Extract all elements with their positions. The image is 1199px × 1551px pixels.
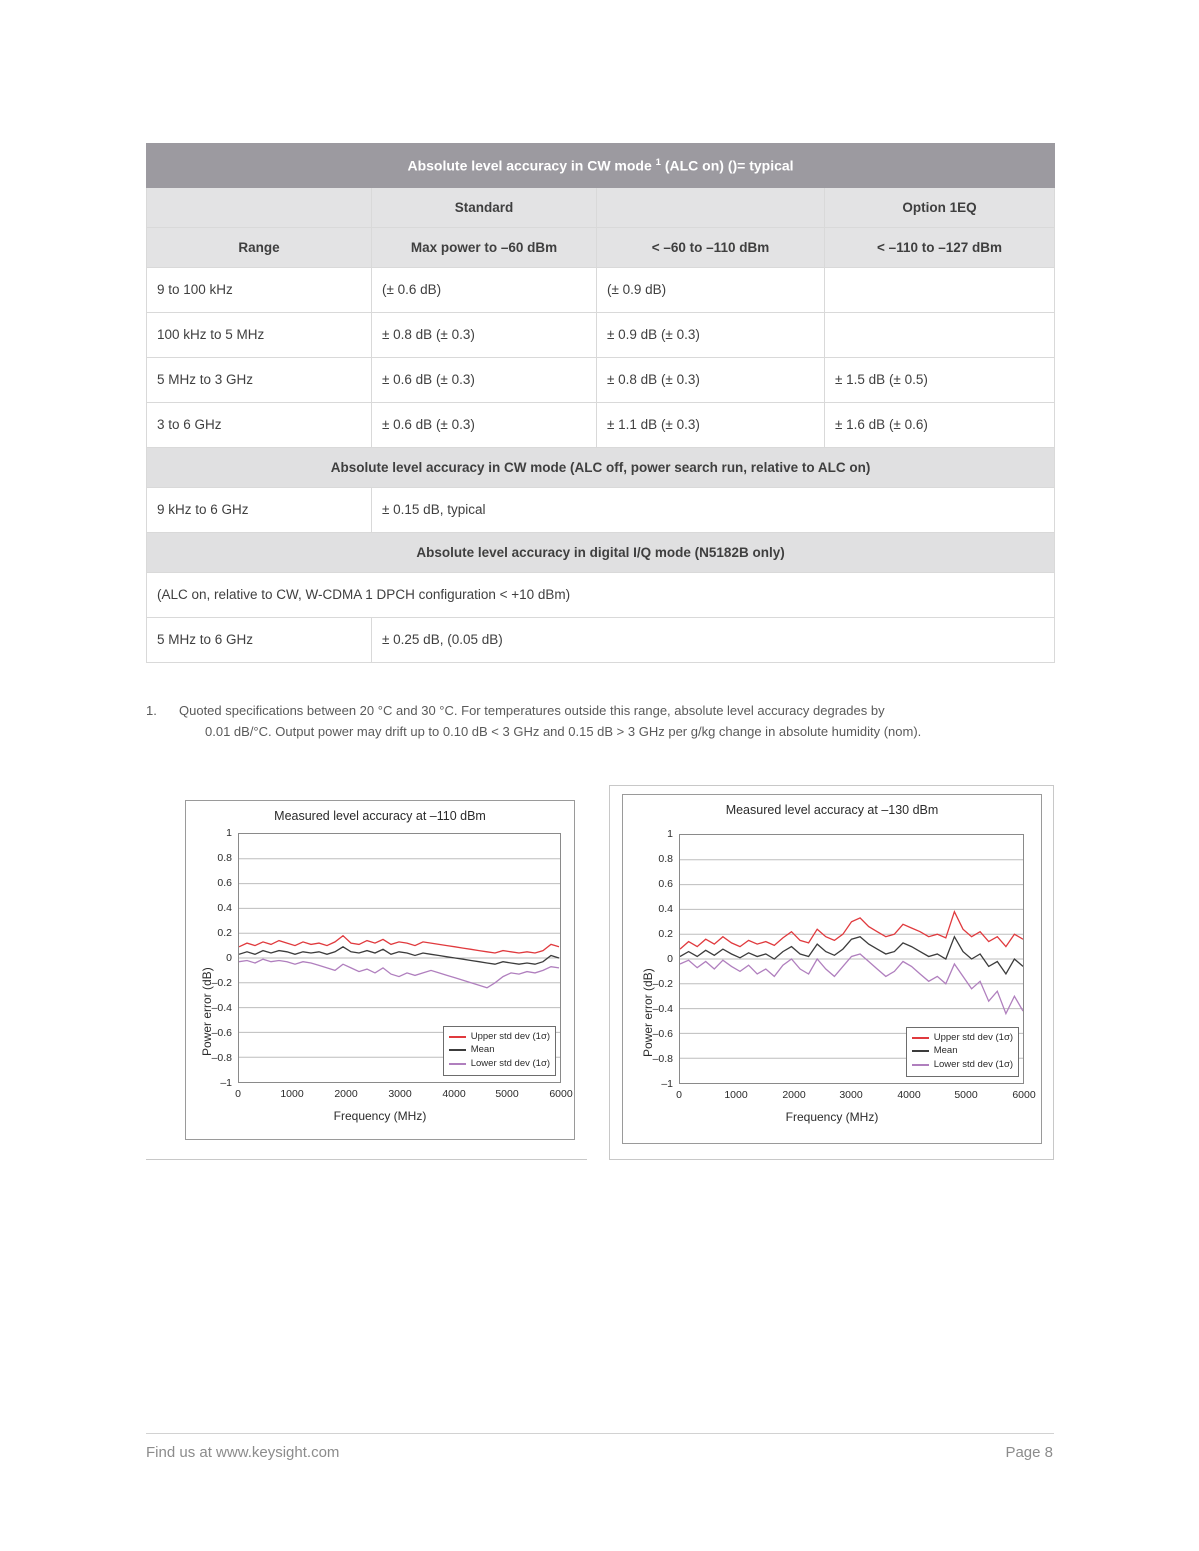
xtick-130-4000: 4000: [897, 1089, 921, 1101]
group-header-standard: Standard: [372, 187, 597, 227]
cell-value-alc-off: ± 0.15 dB, typical: [372, 487, 1055, 532]
chart-xlabel-130: Frequency (MHz): [785, 1110, 879, 1124]
legend-label-lower: Lower std dev (1σ): [470, 1058, 550, 1070]
chart-ylabel-130: Power error (dB): [641, 968, 655, 1057]
table-row: [147, 402, 1055, 447]
legend-label-mean: Mean: [933, 1045, 958, 1057]
footer-page-number: Page 8: [1005, 1444, 1053, 1461]
xtick-110-6000: 6000: [549, 1088, 573, 1100]
cell-standard-max: ± 0.6 dB (± 0.3): [372, 357, 597, 402]
ytick-130-06: 0.6: [658, 878, 673, 890]
ytick-110-1: 1: [226, 827, 232, 839]
cell-range: 5 MHz to 3 GHz: [147, 357, 372, 402]
cell-iq-note: (ALC on, relative to CW, W-CDMA 1 DPCH configuration < +10 dBm): [147, 572, 1055, 617]
ytick-130-0: 0: [667, 953, 673, 965]
footnote-line-2: 0.01 dB/°C. Output power may drift up to 0.10 dB < 3 GHz and 0.15 dB > 3 GHz per g/kg change in absolute humidity (nom).: [205, 724, 922, 740]
legend-item-upper: [449, 1030, 550, 1044]
table-group-header-row: [147, 187, 1055, 227]
legend-swatch-upper-icon: [912, 1037, 929, 1039]
chart-130dbm: [622, 794, 1042, 1144]
cell-standard-max: ± 0.6 dB (± 0.3): [372, 402, 597, 447]
ytick-130-04: 0.4: [658, 903, 673, 915]
legend-label-lower: Lower std dev (1σ): [933, 1059, 1013, 1071]
xtick-130-6000: 6000: [1012, 1089, 1036, 1101]
xtick-110-1000: 1000: [280, 1088, 304, 1100]
ytick-130-m06: –0.6: [652, 1028, 673, 1040]
ytick-110-m04: –0.4: [211, 1002, 232, 1014]
ytick-110-m02: –0.2: [211, 977, 232, 989]
table-title-footnote-marker: 1: [655, 157, 661, 168]
ytick-130-1: 1: [667, 828, 673, 840]
cell-option-low: [825, 312, 1055, 357]
legend-item-mean: [449, 1043, 550, 1057]
xtick-110-2000: 2000: [334, 1088, 358, 1100]
table-title-main: Absolute level accuracy in CW mode: [407, 157, 656, 174]
legend-swatch-upper-icon: [449, 1036, 466, 1038]
cell-option-low: ± 1.6 dB (± 0.6): [825, 402, 1055, 447]
cell-option-low: [825, 267, 1055, 312]
legend-swatch-mean-icon: [449, 1049, 466, 1051]
section-header-alc-off: [147, 447, 1055, 487]
table-row-alc-off: [147, 487, 1055, 532]
xtick-110-3000: 3000: [388, 1088, 412, 1100]
xtick-130-2000: 2000: [782, 1089, 806, 1101]
xtick-130-0: 0: [676, 1089, 682, 1101]
section-header-digital-iq-label: Absolute level accuracy in digital I/Q mode (N5182B only): [147, 532, 1055, 572]
cell-range-iq: 5 MHz to 6 GHz: [147, 617, 372, 662]
cell-range: 100 kHz to 5 MHz: [147, 312, 372, 357]
legend-swatch-lower-icon: [912, 1064, 929, 1066]
ytick-110-m08: –0.8: [211, 1052, 232, 1064]
ytick-130-m02: –0.2: [652, 978, 673, 990]
section-header-digital-iq: [147, 532, 1055, 572]
ytick-130-m1: –1: [661, 1078, 673, 1090]
cell-option-low: ± 1.5 dB (± 0.5): [825, 357, 1055, 402]
legend-item-lower: [449, 1057, 550, 1071]
absolute-level-accuracy-table: [146, 143, 1055, 663]
footnote-line-1: Quoted specifications between 20 °C and 30 °C. For temperatures outside this range, absolute level accuracy degrades by: [179, 703, 885, 718]
figure-measured-level-accuracy-110: [146, 785, 587, 1160]
chart-110dbm: [185, 800, 575, 1140]
cell-standard-mid: ± 0.8 dB (± 0.3): [597, 357, 825, 402]
table-title-row: [147, 144, 1055, 188]
table-row: [147, 267, 1055, 312]
xtick-110-4000: 4000: [442, 1088, 466, 1100]
ytick-110-0: 0: [226, 952, 232, 964]
section-header-alc-off-label: Absolute level accuracy in CW mode (ALC off, power search run, relative to ALC on): [147, 447, 1055, 487]
cell-range-alc-off: 9 kHz to 6 GHz: [147, 487, 372, 532]
legend-item-mean: [912, 1044, 1013, 1058]
table-title-cell: [147, 144, 1055, 188]
column-header-max-power: Max power to –60 dBm: [372, 227, 597, 267]
cell-range: 3 to 6 GHz: [147, 402, 372, 447]
footer-divider: [146, 1433, 1054, 1434]
xtick-110-0: 0: [235, 1088, 241, 1100]
cell-standard-mid: ± 0.9 dB (± 0.3): [597, 312, 825, 357]
ytick-110-02: 0.2: [217, 927, 232, 939]
ytick-110-m1: –1: [220, 1077, 232, 1089]
group-header-blank: [147, 187, 372, 227]
cell-standard-mid: (± 0.9 dB): [597, 267, 825, 312]
cell-standard-max: ± 0.8 dB (± 0.3): [372, 312, 597, 357]
ytick-110-06: 0.6: [217, 877, 232, 889]
table-column-header-row: [147, 227, 1055, 267]
chart-xlabel-110: Frequency (MHz): [333, 1109, 427, 1123]
group-header-blank-2: [597, 187, 825, 227]
footnote-body: [179, 700, 1056, 743]
group-header-option-1eq: Option 1EQ: [825, 187, 1055, 227]
chart-title-130: Measured level accuracy at –130 dBm: [725, 803, 939, 817]
legend-label-upper: Upper std dev (1σ): [470, 1030, 550, 1042]
ytick-130-m08: –0.8: [652, 1053, 673, 1065]
table-row-iq-note: [147, 572, 1055, 617]
chart-title-110: Measured level accuracy at –110 dBm: [274, 809, 486, 823]
ytick-130-m04: –0.4: [652, 1003, 673, 1015]
plot-area-110: [238, 833, 561, 1083]
column-header-mid-range: < –60 to –110 dBm: [597, 227, 825, 267]
legend-swatch-lower-icon: [449, 1063, 466, 1065]
table-row-iq: [147, 617, 1055, 662]
ytick-130-08: 0.8: [658, 853, 673, 865]
cell-standard-mid: ± 1.1 dB (± 0.3): [597, 402, 825, 447]
xtick-130-3000: 3000: [839, 1089, 863, 1101]
ytick-110-m06: –0.6: [211, 1027, 232, 1039]
cell-value-iq: ± 0.25 dB, (0.05 dB): [372, 617, 1055, 662]
table-title-rest: (ALC on) ()= typical: [660, 157, 794, 174]
chart-legend-110: [443, 1026, 556, 1076]
legend-item-upper: [912, 1031, 1013, 1045]
cell-standard-max: (± 0.6 dB): [372, 267, 597, 312]
legend-swatch-mean-icon: [912, 1050, 929, 1052]
chart-ylabel-110: Power error (dB): [200, 967, 214, 1056]
legend-label-mean: Mean: [470, 1044, 495, 1056]
ytick-130-02: 0.2: [658, 928, 673, 940]
table-row: [147, 357, 1055, 402]
footnote-number: 1.: [146, 703, 157, 718]
column-header-range: Range: [147, 227, 372, 267]
legend-label-upper: Upper std dev (1σ): [933, 1031, 1013, 1043]
xtick-130-1000: 1000: [724, 1089, 748, 1101]
footnote-1: [146, 700, 1056, 743]
xtick-130-5000: 5000: [954, 1089, 978, 1101]
xtick-110-5000: 5000: [495, 1088, 519, 1100]
cell-range: 9 to 100 kHz: [147, 267, 372, 312]
ytick-110-04: 0.4: [217, 902, 232, 914]
legend-item-lower: [912, 1058, 1013, 1072]
ytick-110-08: 0.8: [217, 852, 232, 864]
column-header-low-range: < –110 to –127 dBm: [825, 227, 1055, 267]
table-row: [147, 312, 1055, 357]
footer-find-us: Find us at www.keysight.com: [146, 1444, 340, 1461]
chart-legend-130: [906, 1027, 1019, 1077]
figure-measured-level-accuracy-130: [609, 785, 1054, 1160]
plot-area-130: [679, 834, 1024, 1084]
